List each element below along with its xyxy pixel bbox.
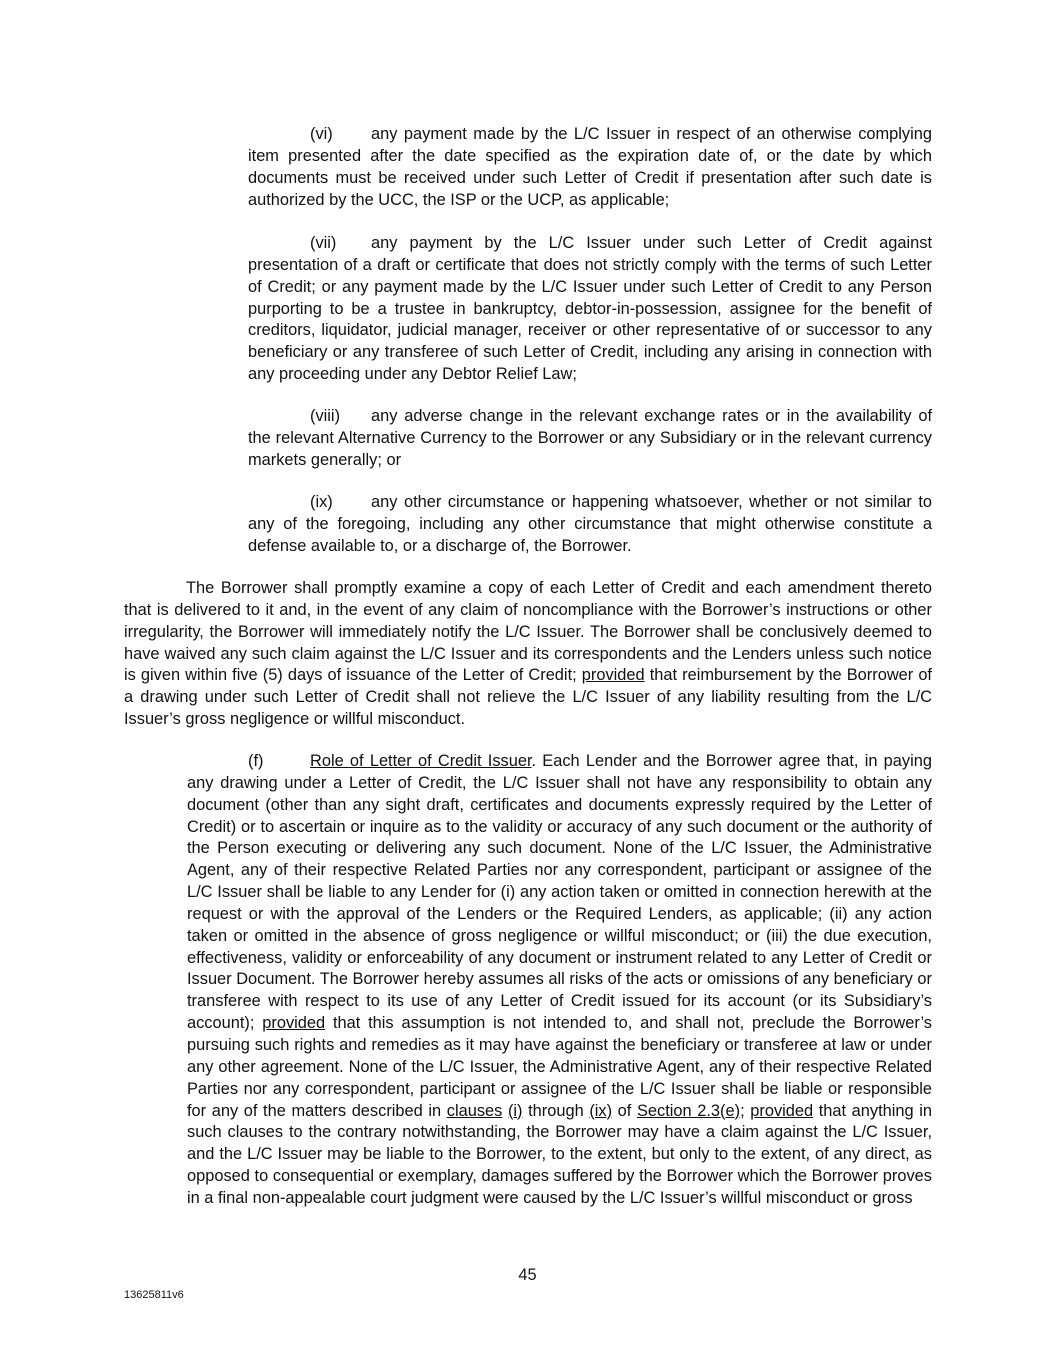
paragraph-text: ;	[740, 1101, 751, 1120]
paragraph-text: that anything in such clauses to the contrary notwithstanding, the Borrower may have a claim against the L/C Issuer, and the L/C Issuer may be liable to the Borrower, to the extent, but only to the extent, of any direct, as opposed to consequential or exemplary, damages suffered by the Borrower which the Borrower proves in a final non-appealable court judgment were caused by the L/C Issuer’s willful misconduct or gross	[187, 1101, 933, 1207]
provided-term: provided	[581, 666, 645, 685]
clause-number: (vii)	[310, 234, 337, 252]
clause-text: any payment by the L/C Issuer under such Letter of Credit against presentation of a draft or certificate that does not strictly comply with the terms of such Letter of Credit; or any payment made by the L/C Issuer under such Letter of Credit to any Person purporting to be a trustee in bankruptcy, debtor-in-possession, assignee for the benefit of creditors, liquidator, judicial manager, receiver or other representative of or successor to any beneficiary or any transferee of such Letter of Credit, including any arising in connection with any proceeding under any Debtor Relief Law;	[248, 234, 932, 384]
section-heading: Role of Letter of Credit Issuer	[310, 752, 532, 770]
clause-text: any other circumstance or happening whatsoever, whether or not similar to any of the foregoing, including any other circumstance that might otherwise constitute a defense available to, or a discharge of, the Borrower.	[248, 493, 932, 555]
document-id: 13625811v6	[124, 1289, 184, 1301]
clause-viii	[248, 406, 932, 472]
clauses-reference: clauses	[446, 1101, 503, 1120]
clause-text: any payment made by the L/C Issuer in respect of an otherwise complying item presented after the date specified as the expiration date of, or the date by which documents must be received under such Letter of Credit if presentation after such date is authorized by the UCC, the ISP or the UCP, as applicable;	[248, 125, 932, 209]
paragraph-text: that this assumption is not intended to, and shall not, preclude the Borrower’s pursuing such rights and remedies as it may have against the beneficiary or transferee at law or under any other agreement. None of the L/C Issuer, the Administrative Agent, any of their respective Related Parties nor any correspondent, participant or assignee of the L/C Issuer shall be liable or responsible for any of the matters described in	[187, 1014, 932, 1120]
clause-i-reference: (i)	[507, 1101, 523, 1120]
section-number: (f)	[248, 752, 264, 770]
page-number: 45	[518, 1266, 537, 1284]
clause-vi	[248, 124, 932, 211]
provided-term: provided	[750, 1101, 814, 1120]
section-f-paragraph	[187, 751, 932, 1210]
paragraph-text: that reimbursement by the Borrower of a drawing under such Letter of Credit shall not relieve the L/C Issuer of any liability resulting from the L/C Issuer’s gross negligence or willful misconduct.	[124, 666, 932, 729]
clause-number: (viii)	[310, 407, 341, 425]
clause-ix-reference: (ix)	[589, 1101, 613, 1120]
paragraph-text: through	[522, 1101, 590, 1120]
clause-ix	[248, 492, 932, 558]
paragraph-text: The Borrower shall promptly examine a copy of each Letter of Credit and each amendment thereto that is delivered to it and, in the event of any claim of noncompliance with the Borrower’s instructions or other irregularity, the Borrower will immediately notify the L/C Issuer. The Borrower shall be conclusively deemed to have waived any such claim against the L/C Issuer and its correspondents and the Lenders unless such notice is given within five (5) days of issuance of the Letter of Credit;	[124, 579, 932, 685]
provided-term: provided	[262, 1014, 326, 1033]
clause-number: (vi)	[310, 125, 333, 143]
section-reference: Section 2.3(e)	[636, 1101, 741, 1120]
paragraph-text: . Each Lender and the Borrower agree that, in paying any drawing under a Letter of Credit, the L/C Issuer shall not have any responsibility to obtain any document (other than any sight draft, certificates and documents expressly required by the Letter of Credit) or to ascertain or inquire as to the validity or accuracy of any such document or the authority of the Person executing or delivering any such document. None of the L/C Issuer, the Administrative Agent, any of their respective Related Parties nor any correspondent, participant or assignee of the L/C Issuer shall be liable to any Lender for (i) any action taken or omitted in connection herewith at the request or with the approval of the Lenders or the Required Lenders, as applicable; (ii) any action taken or omitted in the absence of gross negligence or willful misconduct; or (iii) the due execution, effectiveness, validity or enforceability of any document or instrument related to any Letter of Credit or Issuer Document. The Borrower hereby assumes all risks of the acts or omissions of any beneficiary or transferee with respect to its use of any Letter of Credit issued for its account (or its Subsidiary’s account);	[187, 752, 932, 1033]
clause-text: any adverse change in the relevant exchange rates or in the availability of the relevant Alternative Currency to the Borrower or any Subsidiary or in the relevant currency markets generally; or	[248, 407, 932, 469]
clause-number: (ix)	[310, 493, 333, 511]
paragraph-text: of	[612, 1101, 637, 1120]
borrower-examination-paragraph	[124, 578, 932, 731]
clause-vii	[248, 233, 932, 386]
